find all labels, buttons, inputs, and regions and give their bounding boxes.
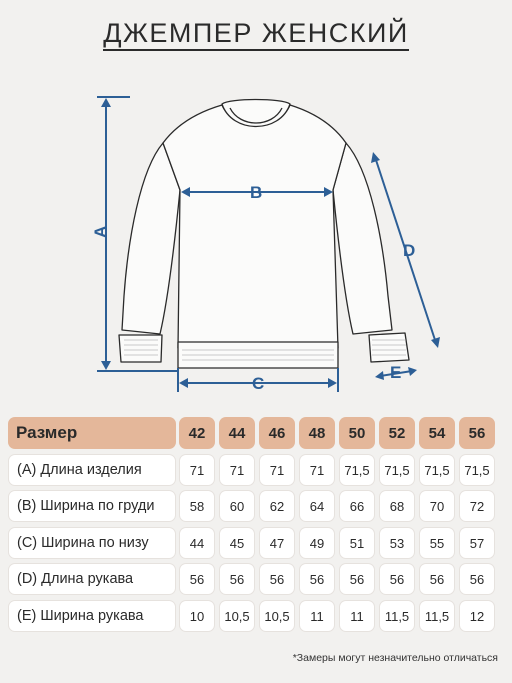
footnote: *Замеры могут незначительно отличаться: [292, 652, 498, 664]
table-cell: 56: [379, 563, 415, 595]
table-cell: 51: [339, 527, 375, 559]
row-label: (E) Ширина рукава: [8, 600, 176, 632]
table-cell: 45: [219, 527, 255, 559]
right-sleeve: [333, 143, 392, 334]
table-cell: 56: [459, 563, 495, 595]
table-row: [8, 454, 503, 486]
header-label: Размер: [8, 417, 176, 449]
dimension-label-d: D: [403, 241, 416, 260]
dimension-label-b: B: [250, 183, 263, 202]
table-cell: 56: [299, 563, 335, 595]
table-cell: 10,5: [219, 600, 255, 632]
table-cell: 53: [379, 527, 415, 559]
table-cell: 10,5: [259, 600, 295, 632]
table-cell: 11,5: [379, 600, 415, 632]
table-row: [8, 527, 503, 559]
table-cell: 56: [179, 563, 215, 595]
size-52: 52: [379, 417, 415, 449]
table-cell: 71: [259, 454, 295, 486]
table-cell: 72: [459, 490, 495, 522]
table-cell: 66: [339, 490, 375, 522]
table-cell: 62: [259, 490, 295, 522]
row-label: (C) Ширина по низу: [8, 527, 176, 559]
table-cell: 70: [419, 490, 455, 522]
table-cell: 11,5: [419, 600, 455, 632]
table-cell: 64: [299, 490, 335, 522]
row-label: (A) Длина изделия: [8, 454, 176, 486]
table-row: [8, 563, 503, 595]
table-cell: 60: [219, 490, 255, 522]
table-header-row: [8, 417, 503, 449]
table-cell: 56: [339, 563, 375, 595]
sweater-illustration: [119, 100, 409, 369]
table-cell: 58: [179, 490, 215, 522]
table-cell: 71: [179, 454, 215, 486]
size-50: 50: [339, 417, 375, 449]
table-cell: 11: [339, 600, 375, 632]
size-44: 44: [219, 417, 255, 449]
table-cell: 12: [459, 600, 495, 632]
page-title: ДЖЕМПЕР ЖЕНСКИЙ: [103, 18, 409, 48]
table-row: [8, 490, 503, 522]
size-42: 42: [179, 417, 215, 449]
dimension-label-c: C: [252, 374, 265, 393]
table-row: [8, 600, 503, 632]
table-cell: 57: [459, 527, 495, 559]
table-cell: 71: [299, 454, 335, 486]
table-cell: 56: [219, 563, 255, 595]
table-cell: 56: [419, 563, 455, 595]
table-cell: 47: [259, 527, 295, 559]
table-cell: 71,5: [419, 454, 455, 486]
table-cell: 56: [259, 563, 295, 595]
table-cell: 55: [419, 527, 455, 559]
table-cell: 11: [299, 600, 335, 632]
table-cell: 49: [299, 527, 335, 559]
dimension-label-e: E: [390, 363, 402, 382]
size-56: 56: [459, 417, 495, 449]
sweater-body: [163, 105, 346, 348]
table-cell: 71,5: [339, 454, 375, 486]
table-cell: 68: [379, 490, 415, 522]
size-48: 48: [299, 417, 335, 449]
size-46: 46: [259, 417, 295, 449]
table-cell: 71: [219, 454, 255, 486]
table-cell: 71,5: [379, 454, 415, 486]
table-cell: 71,5: [459, 454, 495, 486]
dimension-label-a: A: [91, 225, 110, 238]
left-cuff: [119, 335, 162, 362]
table-cell: 44: [179, 527, 215, 559]
row-label: (D) Длина рукава: [8, 563, 176, 595]
row-label: (B) Ширина по груди: [8, 490, 176, 522]
left-sleeve: [122, 143, 180, 334]
right-cuff: [369, 333, 409, 362]
size-54: 54: [419, 417, 455, 449]
table-cell: 10: [179, 600, 215, 632]
